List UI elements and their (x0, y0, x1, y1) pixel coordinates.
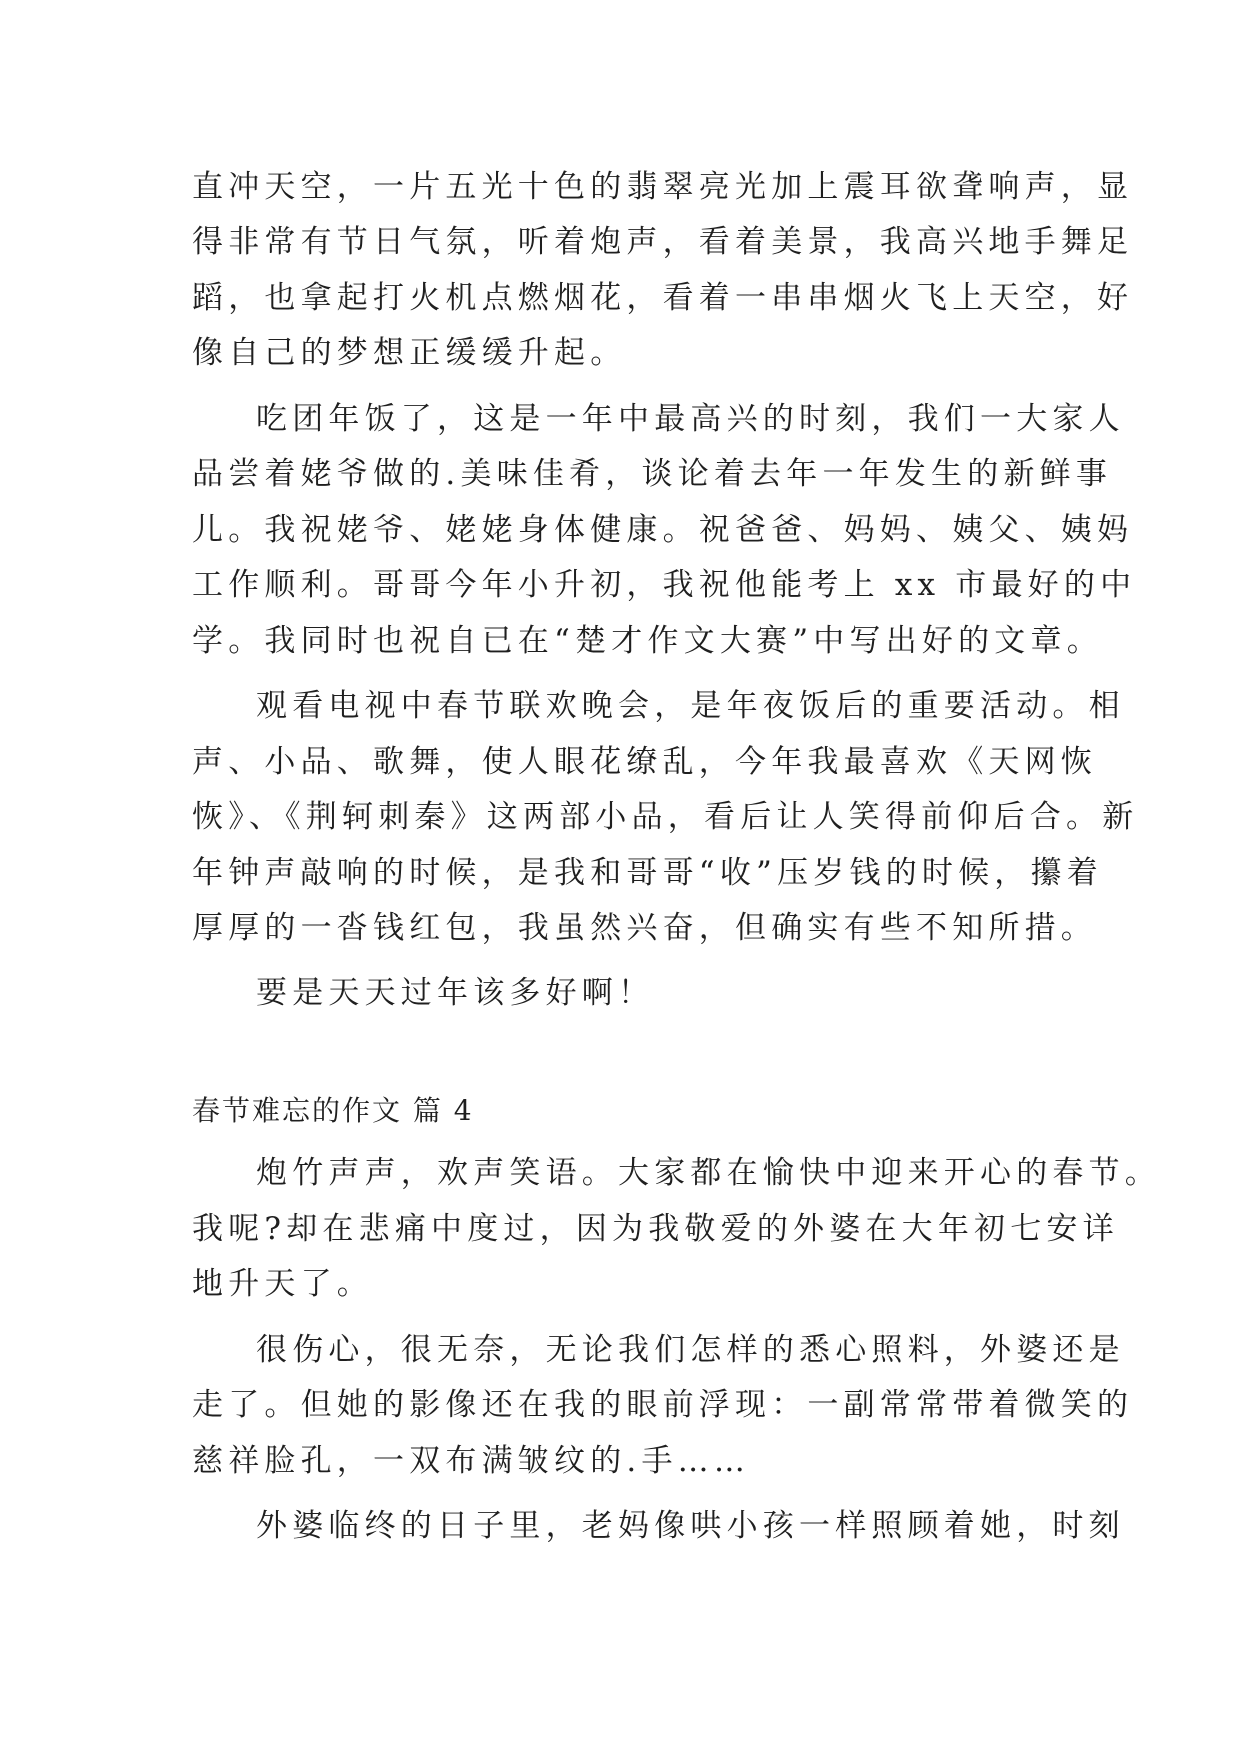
text-line: 观看电视中春节联欢晚会，是年夜饭后的重要活动。相 (256, 688, 1125, 724)
text-line: 得非常有节日气氛，听着炮声，看着美景，我高兴地手舞足 (192, 224, 1134, 260)
text-line: 外婆临终的日子里，老妈像哄小孩一样照顾着她，时刻 (256, 1508, 1125, 1544)
text-line: 慈祥脸孔，一双布满皱纹的.手…… (192, 1443, 751, 1479)
text-line: 品尝着姥爷做的.美味佳肴，谈论着去年一年发生的新鲜事 (192, 456, 1113, 492)
text-line: 要是天天过年该多好啊！ (256, 975, 655, 1011)
text-line: 声、小品、歌舞，使人眼花缭乱，今年我最喜欢《天网恢 (192, 744, 1097, 780)
text-line: 学。我同时也祝自已在“楚才作文大赛”中写出好的文章。 (192, 623, 1103, 659)
text-line: 儿。我祝姥爷、姥姥身体健康。祝爸爸、妈妈、姨父、姨妈 (192, 512, 1134, 548)
text-line: 蹈，也拿起打火机点燃烟花，看着一串串烟火飞上天空，好 (192, 280, 1134, 316)
text-line: 吃团年饭了，这是一年中最高兴的时刻，我们一大家人 (256, 401, 1125, 437)
text-line: 恢》、《荆轲刺秦》这两部小品，看后让人笑得前仰后合。新 (192, 799, 1139, 835)
text-line: 直冲天空，一片五光十色的翡翠亮光加上震耳欲聋响声，显 (192, 169, 1134, 205)
text-line: 炮竹声声，欢声笑语。大家都在愉快中迎来开心的春节。 (256, 1155, 1161, 1191)
section-heading: 春节难忘的作文 篇 4 (192, 1094, 474, 1127)
text-line: 走了。但她的影像还在我的眼前浮现：一副常常带着微笑的 (192, 1387, 1134, 1423)
text-line: 像自己的梦想正缓缓升起。 (192, 335, 627, 371)
text-line: 厚厚的一沓钱红包，我虽然兴奋，但确实有些不知所措。 (192, 910, 1097, 946)
text-line: 很伤心，很无奈，无论我们怎样的悉心照料，外婆还是 (256, 1332, 1125, 1368)
text-line: 年钟声敲响的时候，是我和哥哥“收”压岁钱的时候，攥着 (192, 855, 1103, 891)
text-line: 地升天了。 (192, 1266, 373, 1302)
text-line: 工作顺利。哥哥今年小升初，我祝他能考上 xx 市最好的中 (192, 567, 1137, 603)
text-line: 我呢?却在悲痛中度过，因为我敬爱的外婆在大年初七安详 (192, 1211, 1119, 1247)
